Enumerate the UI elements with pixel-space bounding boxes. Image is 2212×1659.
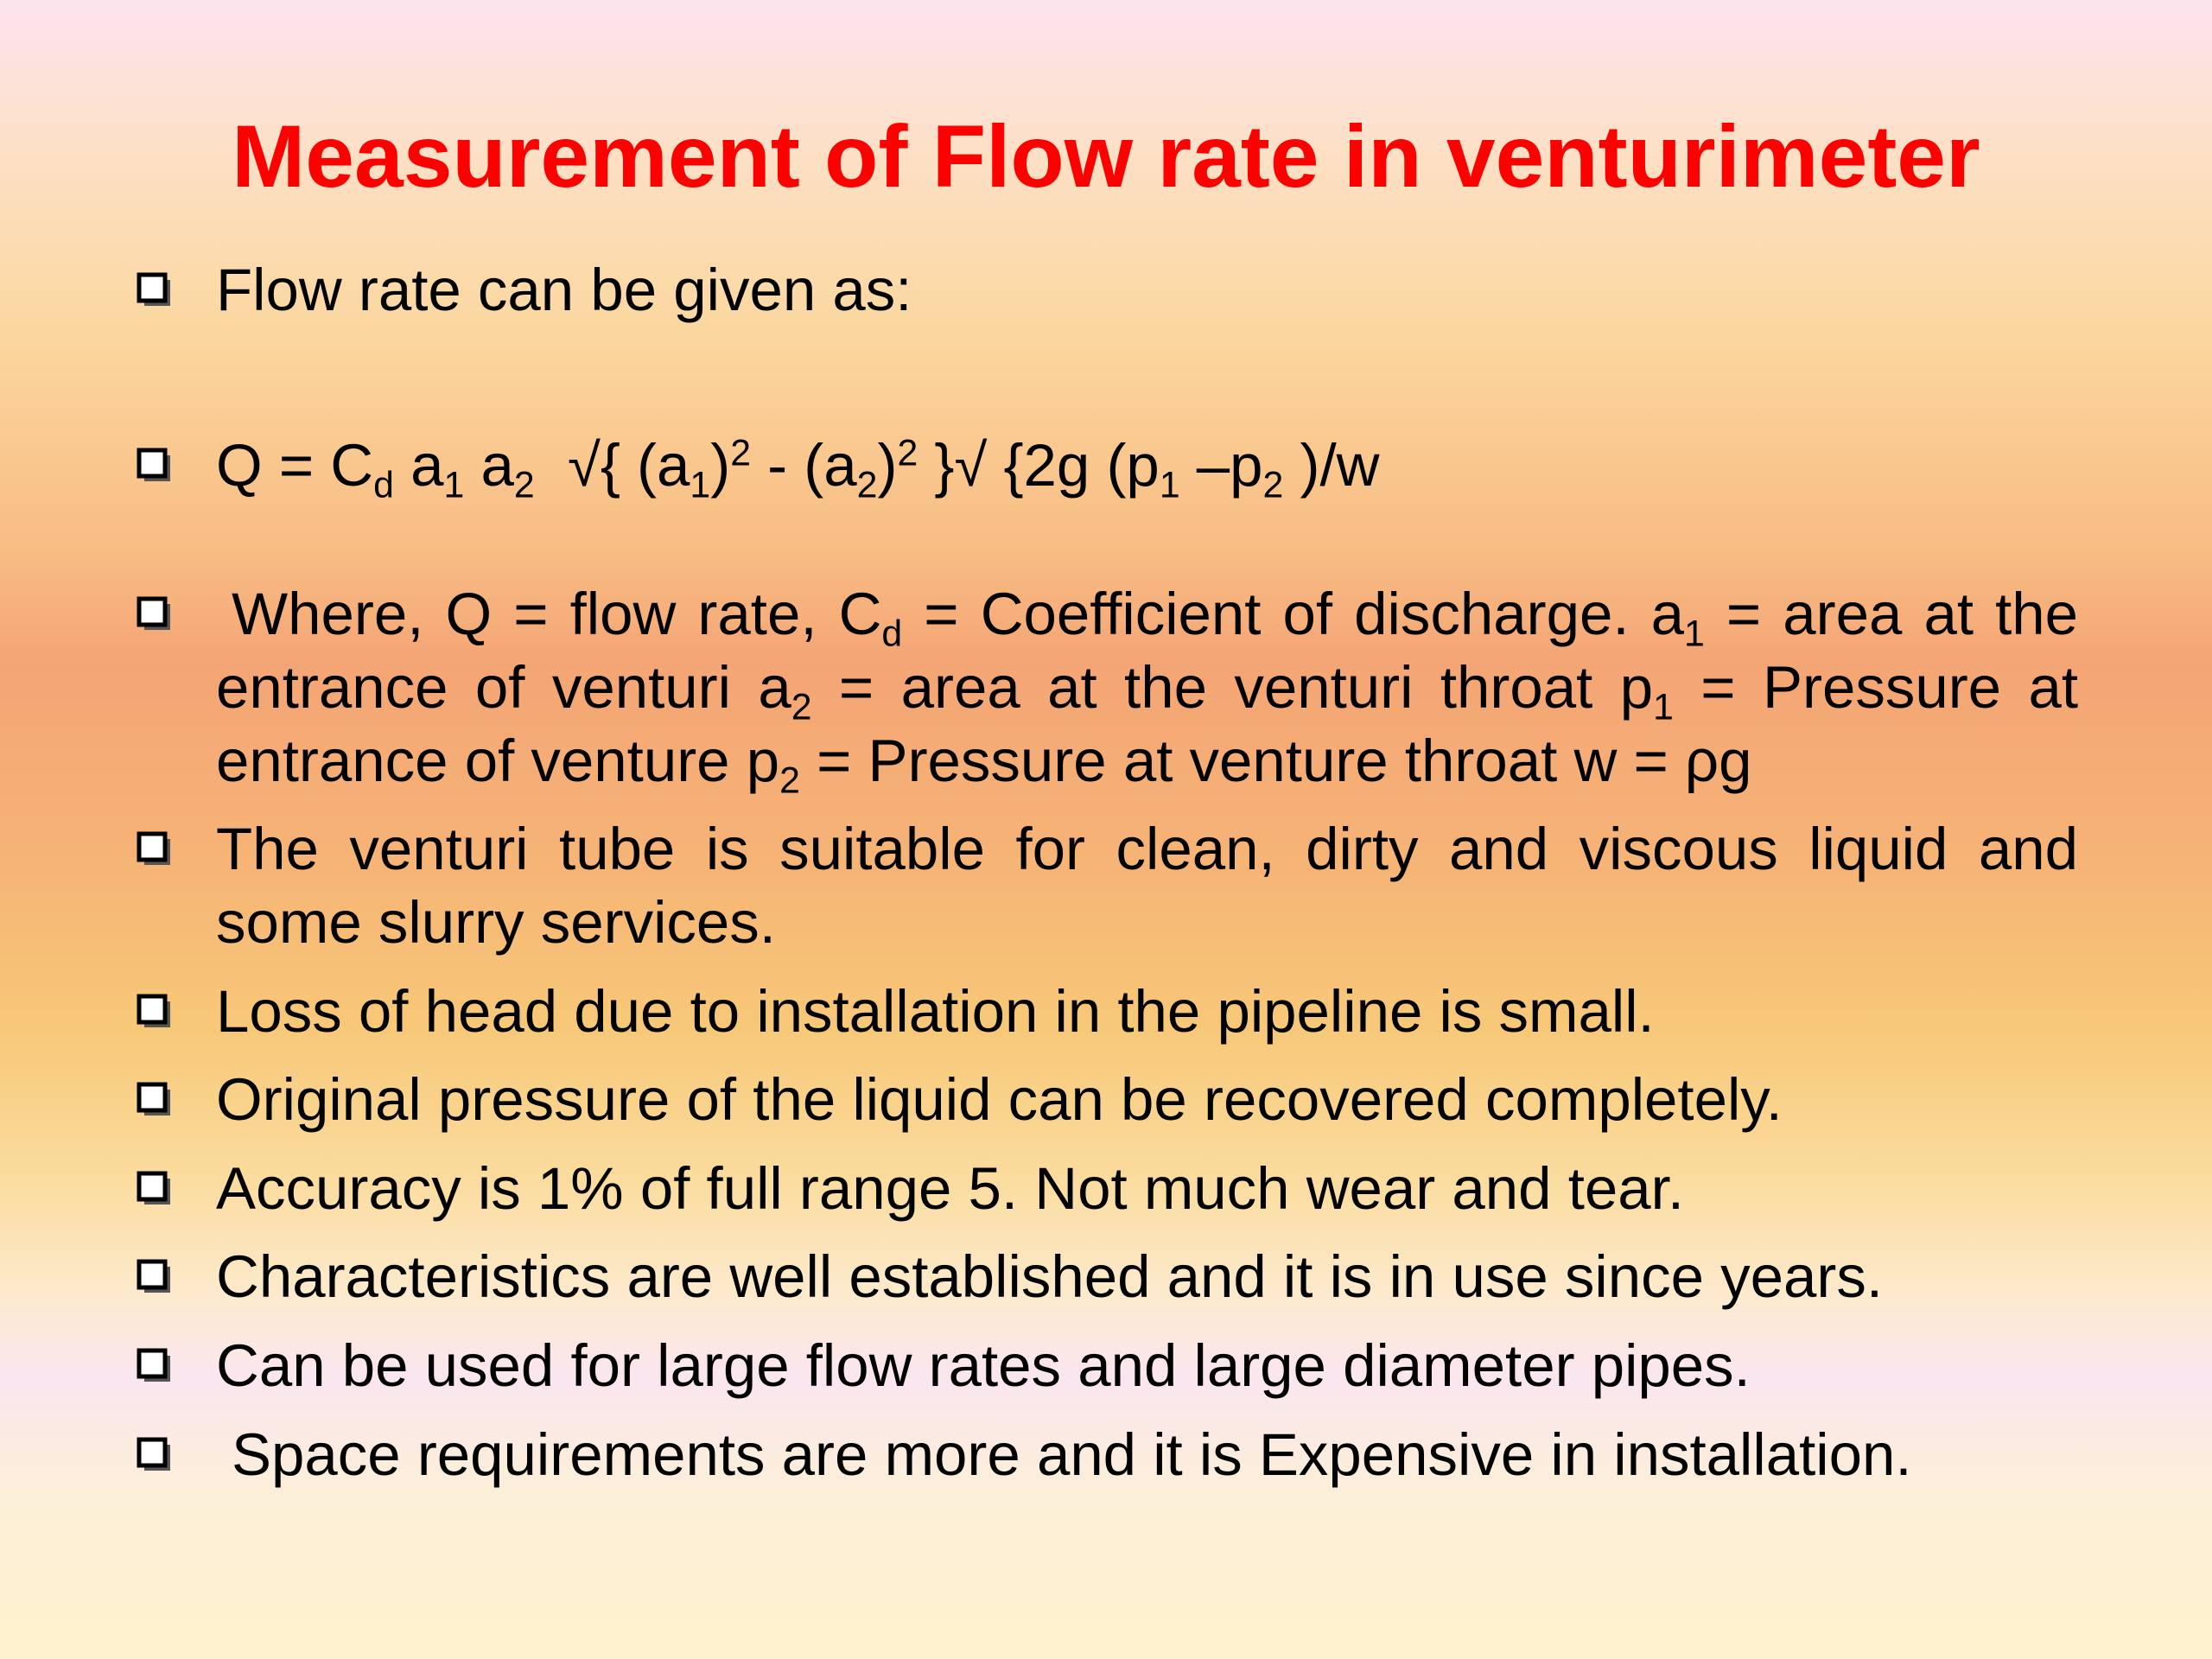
bullet-text: Loss of head due to installation in the pipeline is small. <box>216 978 1655 1045</box>
bullet-text: Characteristics are well established and it is in use since years. <box>216 1243 1884 1310</box>
bullet-item-flow-rate-intro <box>216 253 2078 327</box>
formula-text: $Q = C_d$ $a_1$ $a_2$ √{ $(a_1)^2 - (a_2)^2$ }√ {2g ($p_1$ $-p_2$ )/w <box>216 432 1380 506</box>
bullet-item-accuracy <box>216 1152 2078 1225</box>
where-text: Where, Q = flow rate, $C_d$ = Coefficient of discharge. $a_1$ = area at the entrance of venturi $a_2$ = area at the venturi throat $p_1$ = Pressure at entrance of venture $p_2$ = Pressure at venture throat w = ρg <box>216 581 2078 802</box>
bullet-item-suitability <box>216 812 2078 959</box>
bullet-text: Space requirements are more and it is Expensive in installation. <box>232 1421 1912 1488</box>
bullet-item-large-flow <box>216 1329 2078 1402</box>
hollow-square-checkbox-icon <box>137 596 175 634</box>
bullet-item-loss-of-head <box>216 975 2078 1048</box>
hollow-square-checkbox-icon <box>137 272 175 310</box>
bullet-text: Original pressure of the liquid can be recovered completely. <box>216 1066 1783 1133</box>
hollow-square-checkbox-icon <box>137 831 175 869</box>
hollow-square-checkbox-icon <box>137 1082 175 1120</box>
bullet-item-pressure-recovery <box>216 1063 2078 1136</box>
bullet-item-characteristics <box>216 1240 2078 1313</box>
hollow-square-checkbox-icon <box>137 448 175 486</box>
bullet-text: The venturi tube is suitable for clean, dirty and viscous liquid and some slurry services. <box>216 816 2078 956</box>
bullet-text: Accuracy is 1% of full range 5. Not much wear and tear. <box>216 1155 1684 1222</box>
hollow-square-checkbox-icon <box>137 1437 175 1475</box>
hollow-square-checkbox-icon <box>137 1348 175 1386</box>
hollow-square-checkbox-icon <box>137 1259 175 1297</box>
bullet-item-space-requirements <box>216 1418 2078 1491</box>
bullet-text: Flow rate can be given as: <box>216 257 912 323</box>
bullet-text: Can be used for large flow rates and large diameter pipes. <box>216 1332 1751 1399</box>
bullet-item-where-definitions <box>216 577 2078 802</box>
hollow-square-checkbox-icon <box>137 1171 175 1209</box>
bullet-item-formula <box>216 429 2078 506</box>
slide-title: Measurement of Flow rate in venturimeter <box>232 107 1980 206</box>
hollow-square-checkbox-icon <box>137 994 175 1032</box>
